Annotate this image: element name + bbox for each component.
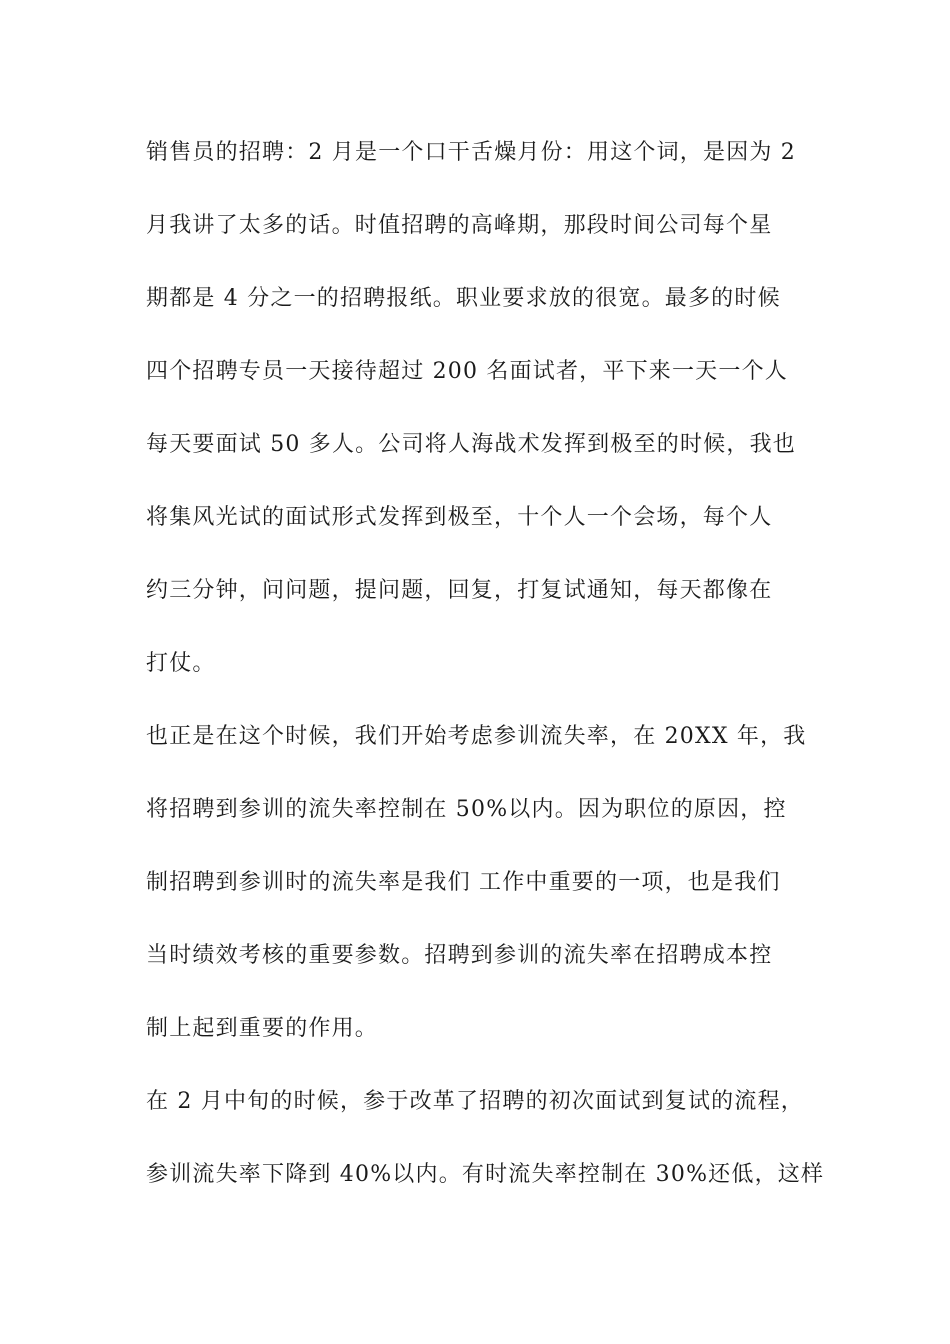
text-line: 在 2 月中旬的时候，参于改革了招聘的初次面试到复试的流程，: [146, 1089, 804, 1114]
text-line: 每天要面试 50 多人。公司将人海战术发挥到极至的时候，我也: [146, 432, 796, 457]
text-line: 制上起到重要的作用。: [146, 1016, 379, 1041]
text-line: 月我讲了太多的话。时值招聘的高峰期，那段时间公司每个星: [146, 213, 773, 238]
text-line: 销售员的招聘：2 月是一个口干舌燥月份：用这个词，是因为 2: [146, 140, 796, 165]
text-line: 将集风光试的面试形式发挥到极至，十个人一个会场，每个人: [146, 505, 773, 530]
text-line: 打仗。: [146, 651, 216, 676]
text-line: 参训流失率下降到 40%以内。有时流失率控制在 30%还低，这样: [146, 1162, 825, 1187]
text-line: 四个招聘专员一天接待超过 200 名面试者，平下来一天一个人: [146, 359, 788, 384]
text-line: 期都是 4 分之一的招聘报纸。职业要求放的很宽。最多的时候: [146, 286, 781, 311]
text-line: 制招聘到参训时的流失率是我们 工作中重要的一项，也是我们: [146, 870, 781, 895]
text-line: 也正是在这个时候，我们开始考虑参训流失率，在 20XX 年，我: [146, 724, 807, 749]
text-line: 约三分钟，问问题，提问题，回复，打复试通知，每天都像在: [146, 578, 773, 603]
text-line: 将招聘到参训的流失率控制在 50%以内。因为职位的原因，控: [146, 797, 787, 822]
text-line: 当时绩效考核的重要参数。招聘到参训的流失率在招聘成本控: [146, 943, 773, 968]
